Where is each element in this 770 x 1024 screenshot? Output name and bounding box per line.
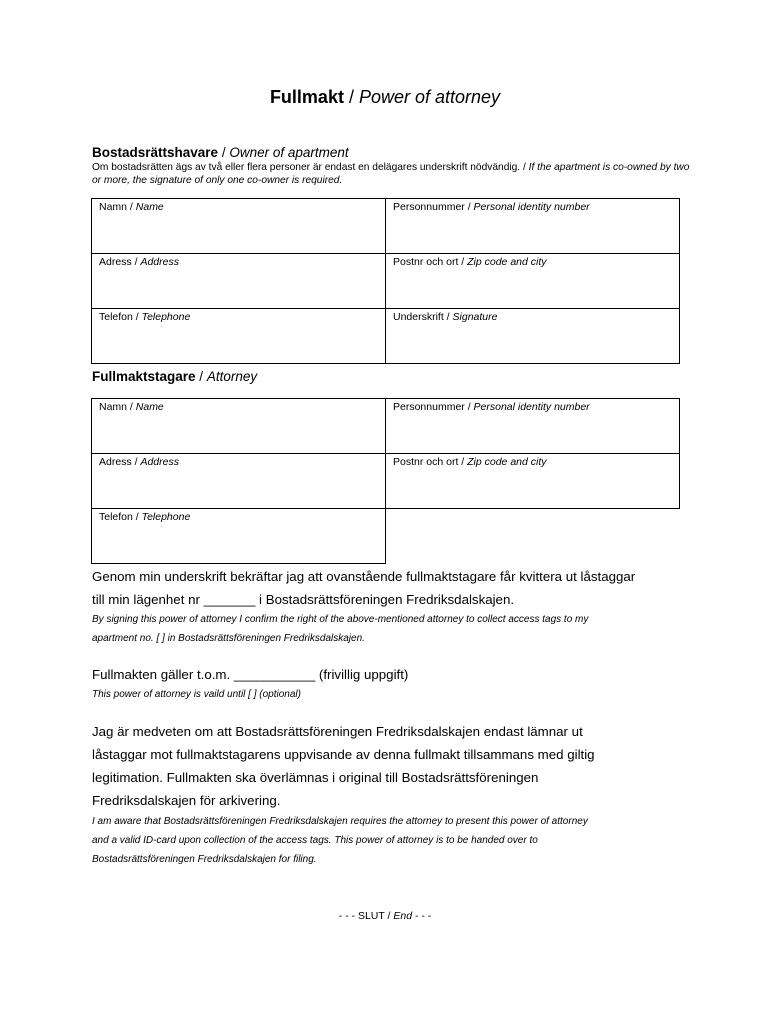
awareness-sv xyxy=(92,720,692,812)
title-en: Power of attorney xyxy=(358,87,501,107)
title-sv: Fullmakt xyxy=(269,87,344,107)
attorney-phone-label-en: Telephone xyxy=(141,511,191,523)
end-prefix: - - - SLUT / xyxy=(338,910,394,922)
attorney-heading-en: Attorney xyxy=(206,369,258,384)
owner-name-label-sv: Namn / xyxy=(99,201,136,213)
attorney-pnr-label-en: Personal identity number xyxy=(473,401,590,413)
attorney-address-field[interactable] xyxy=(92,454,386,509)
owner-pnr-label-en: Personal identity number xyxy=(473,201,590,213)
attorney-address-label-sv: Adress / xyxy=(99,456,141,468)
title-separator: / xyxy=(343,87,359,107)
attorney-section-heading: Fullmaktstagare / Attorney xyxy=(92,369,258,384)
owner-form-table xyxy=(91,198,680,364)
attorney-heading-sv: Fullmaktstagare xyxy=(92,369,196,384)
owner-address-label-sv: Adress / xyxy=(99,256,141,268)
owner-name-label-en: Name xyxy=(135,201,164,213)
awareness-en xyxy=(92,812,692,869)
awareness-line2-sv: låstaggar mot fullmaktstagarens uppvisande av denna fullmakt tillsammans med giltig xyxy=(92,747,595,762)
awareness-line1-sv: Jag är medveten om att Bostadsrättsföreningen Fredriksdalskajen endast lämnar ut xyxy=(92,724,583,739)
confirmation-sv xyxy=(92,565,692,611)
awareness-line1-en: I am aware that Bostadsrättsföreningen Fredriksdalskajen requires the attorney to present this power of attorney xyxy=(92,816,588,827)
owner-signature-label-sv: Underskrift / xyxy=(393,311,453,323)
attorney-zip-label-sv: Postnr och ort / xyxy=(393,456,468,468)
owner-zip-field[interactable] xyxy=(386,254,680,309)
awareness-line3-en: Bostadsrättsföreningen Fredriksdalskajen for filing. xyxy=(92,854,317,865)
owner-note-sv: Om bostadsrätten ägs av två eller flera personer är endast en delägares underskrift nödvändig. / xyxy=(92,162,529,173)
page-title xyxy=(0,87,770,108)
owner-zip-label-en: Zip code and city xyxy=(467,256,547,268)
attorney-zip-field[interactable] xyxy=(386,454,680,509)
owner-pnr-label-sv: Personnummer / xyxy=(393,201,474,213)
attorney-zip-label-en: Zip code and city xyxy=(467,456,547,468)
validity-sv: Fullmakten gäller t.o.m. ___________ (frivillig uppgift) xyxy=(92,667,409,682)
end-suffix: - - - xyxy=(412,910,432,922)
awareness-line3-sv: legitimation. Fullmakten ska överlämnas i original till Bostadsrättsföreningen xyxy=(92,770,539,785)
attorney-name-field[interactable] xyxy=(92,399,386,454)
attorney-phone-label-sv: Telefon / xyxy=(99,511,142,523)
attorney-name-label-sv: Namn / xyxy=(99,401,136,413)
awareness-line2-en: and a valid ID-card upon collection of the access tags. This power of attorney is to be handed over to xyxy=(92,835,538,846)
attorney-pnr-field[interactable] xyxy=(386,399,680,454)
attorney-pnr-label-sv: Personnummer / xyxy=(393,401,474,413)
owner-section-heading: Bostadsrättshavare / Owner of apartment xyxy=(92,145,349,160)
confirmation-line2-sv: till min lägenhet nr _______ i Bostadsrättsföreningen Fredriksdalskajen. xyxy=(92,592,515,607)
confirmation-line1-en: By signing this power of attorney I confirm the right of the above-mentioned attorney to collect access tags to my xyxy=(92,614,589,625)
validity-en: This power of attorney is vaild until [ ] (optional) xyxy=(92,689,301,700)
owner-address-field[interactable] xyxy=(92,254,386,309)
attorney-phone-field[interactable] xyxy=(92,509,386,564)
owner-note-en: If the apartment is co-owned by two or more, the signature of only one co-owner is required. xyxy=(92,162,690,186)
confirmation-line2-en: apartment no. [ ] in Bostadsrättsföreningen Fredriksdalskajen. xyxy=(92,633,365,644)
owner-zip-label-sv: Postnr och ort / xyxy=(393,256,468,268)
end-marker xyxy=(0,910,770,922)
end-en: End xyxy=(393,910,413,922)
owner-heading-en: Owner of apartment xyxy=(229,145,349,160)
owner-pnr-field[interactable] xyxy=(386,199,680,254)
empty-cell xyxy=(386,509,680,564)
owner-phone-label-sv: Telefon / xyxy=(99,311,142,323)
owner-signature-label-en: Signature xyxy=(452,311,498,323)
owner-signature-field[interactable] xyxy=(386,309,680,364)
attorney-name-label-en: Name xyxy=(135,401,164,413)
owner-name-field[interactable] xyxy=(92,199,386,254)
owner-note xyxy=(92,161,692,187)
owner-address-label-en: Address xyxy=(140,256,179,268)
awareness-line4-sv: Fredriksdalskajen för arkivering. xyxy=(92,793,281,808)
owner-phone-label-en: Telephone xyxy=(141,311,191,323)
attorney-address-label-en: Address xyxy=(140,456,179,468)
confirmation-en xyxy=(92,610,692,648)
confirmation-line1-sv: Genom min underskrift bekräftar jag att ovanstående fullmaktstagare får kvittera ut låstaggar xyxy=(92,569,636,584)
owner-heading-sv: Bostadsrättshavare xyxy=(92,145,219,160)
attorney-form-table xyxy=(91,398,680,564)
owner-phone-field[interactable] xyxy=(92,309,386,364)
